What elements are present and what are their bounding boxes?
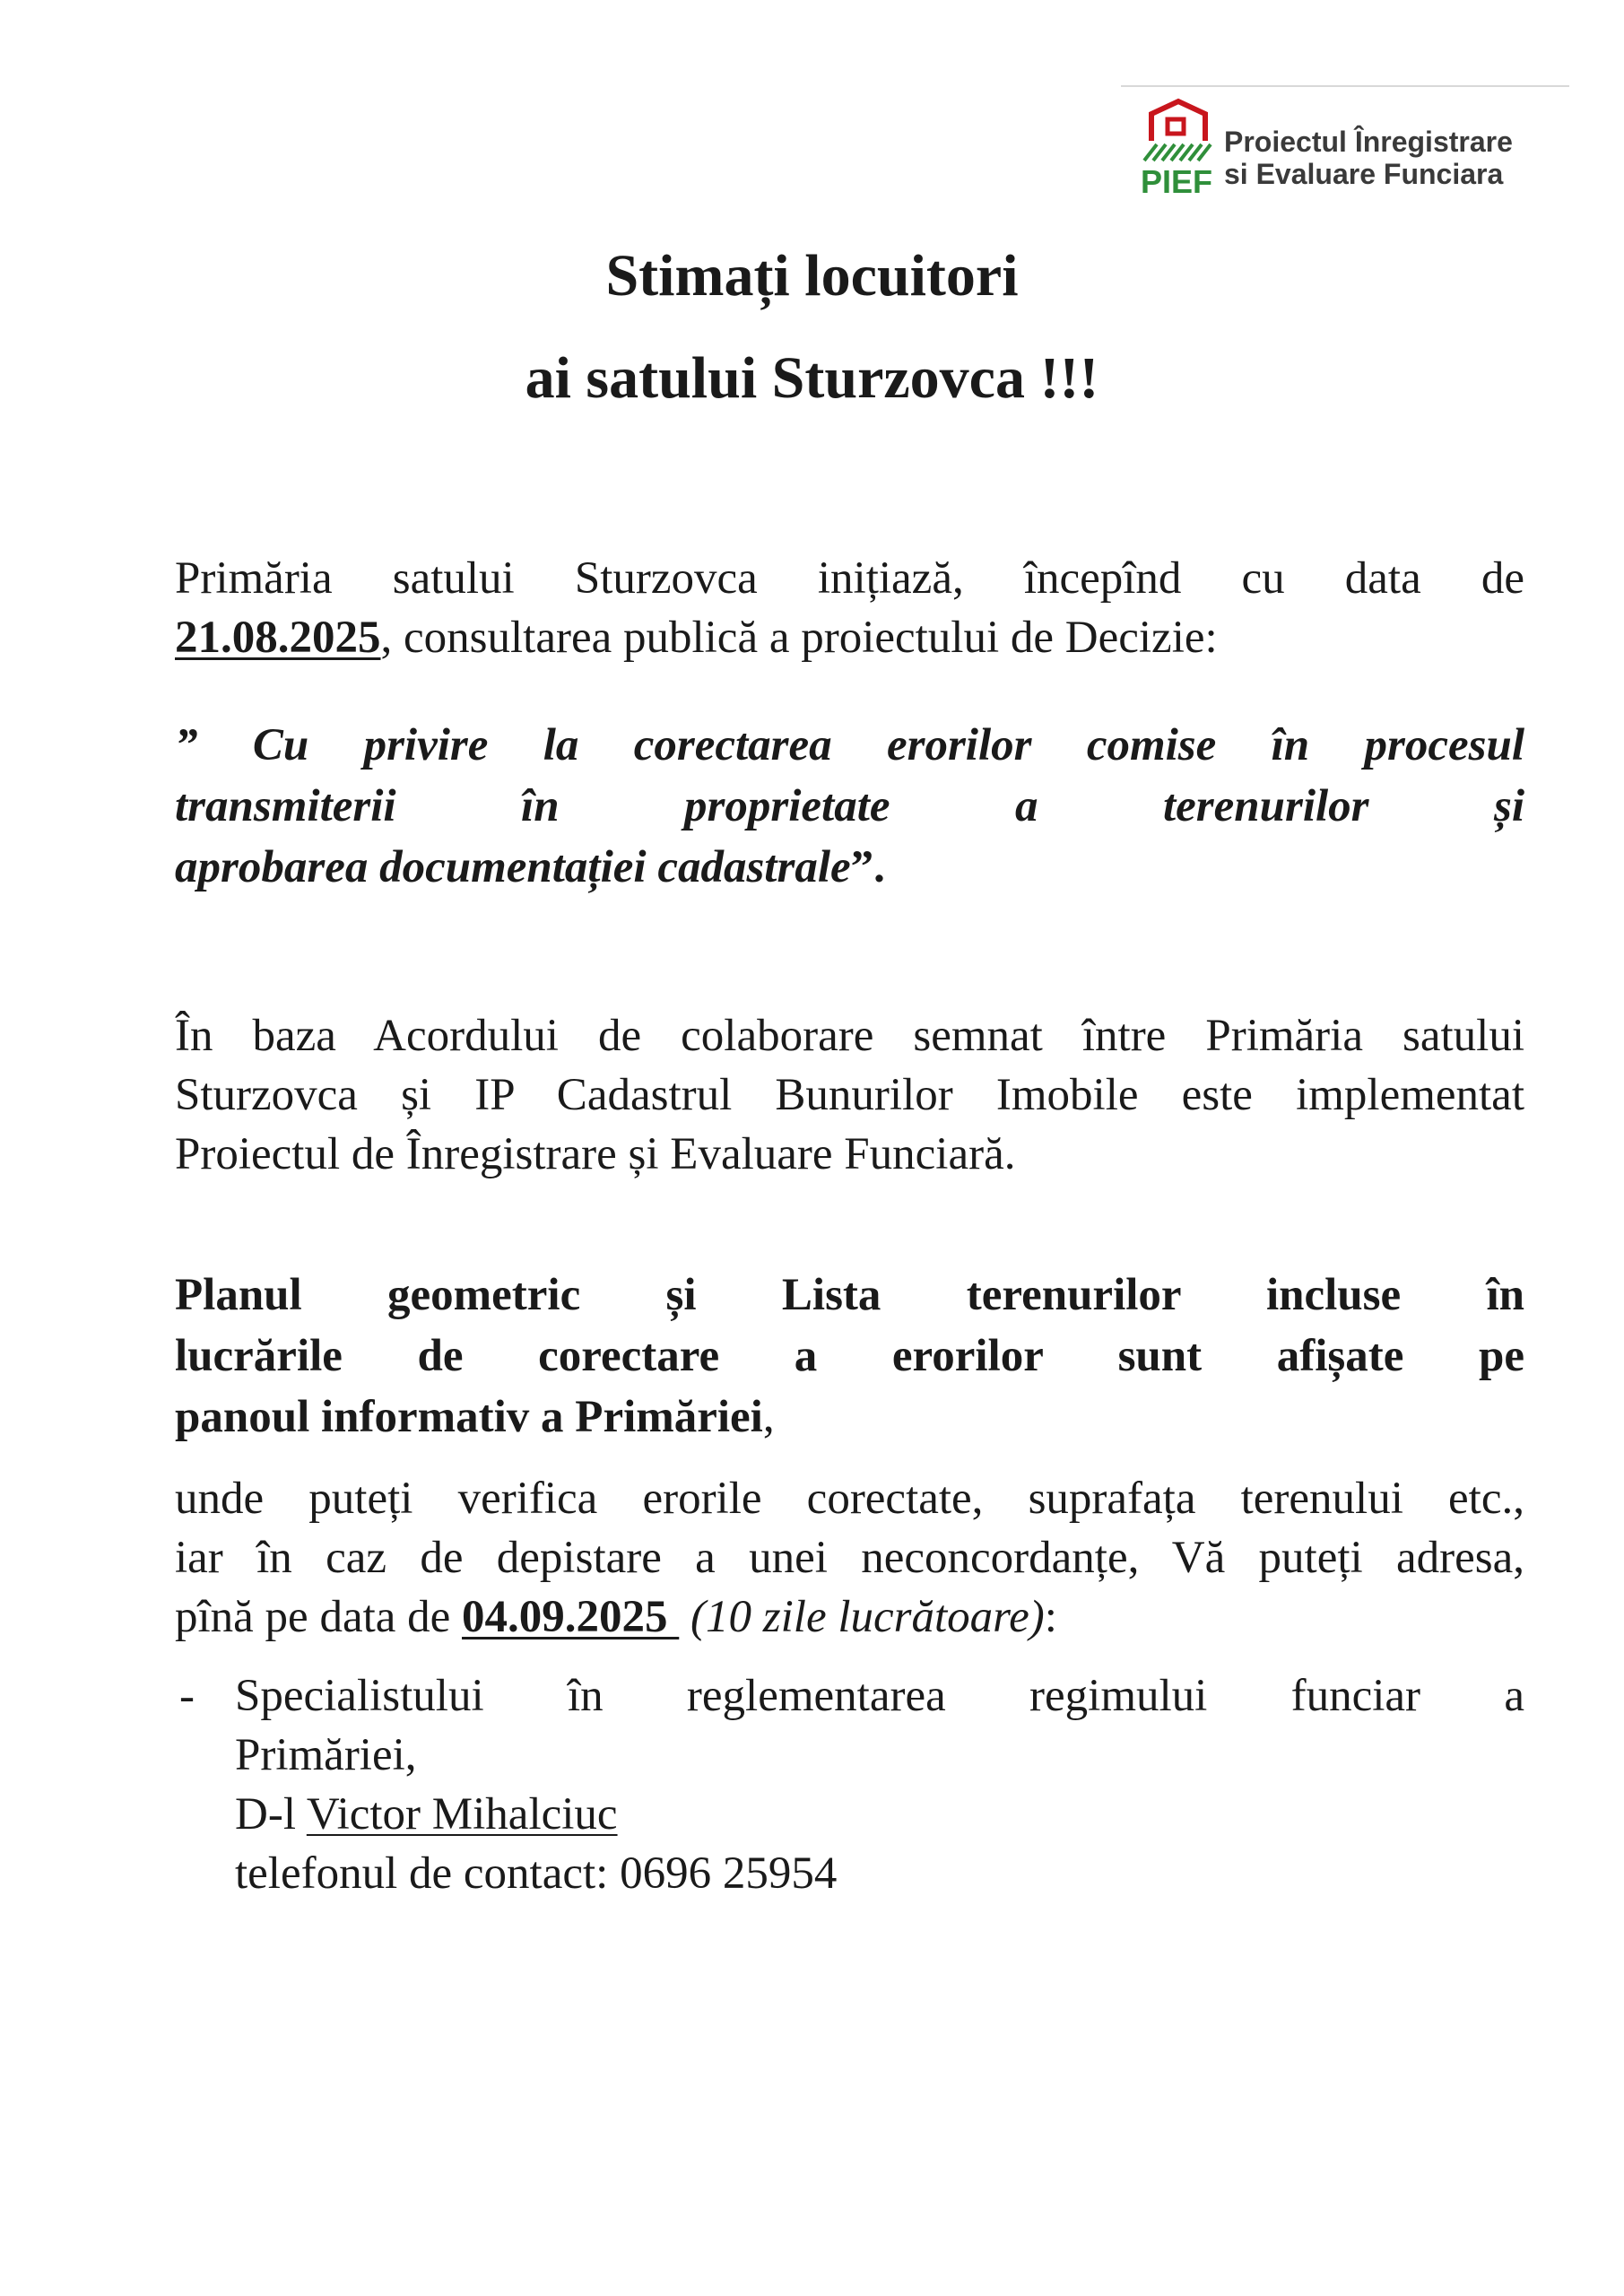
consultation-rest: , consultarea publică a proiectului de Decizie: [380, 613, 1218, 663]
paragraph-agreement [175, 1006, 1524, 1184]
verify-prefix: pînă pe data de [175, 1592, 463, 1642]
logo-line-1: Proiectul Înregistrare [1224, 126, 1513, 158]
decision-open-quote: ” [175, 720, 253, 770]
plan-line-3-text: panoul informativ a Primăriei [175, 1392, 763, 1442]
decision-line-3-text: aprobarea documentației cadastrale [175, 842, 851, 892]
contact-line-2: Primăriei, [235, 1730, 417, 1780]
contact-item [235, 1666, 1524, 1903]
start-date: 21.08.2025 [175, 613, 381, 663]
contact-name: Victor Mihalciuc [306, 1789, 618, 1839]
verify-line-3 [175, 1587, 1524, 1647]
contact-line-1: Specialistului în reglementarea regimului funciar a [235, 1671, 1524, 1721]
consultation-line-2 [175, 608, 1524, 667]
decision-close-quote: ”. [850, 842, 885, 892]
deadline-date: 04.09.2025 [462, 1592, 680, 1642]
plan-line-1: Planul geometric și Lista terenurilor incluse în [175, 1270, 1524, 1320]
plan-comma: , [762, 1392, 775, 1442]
contact-phone-line [235, 1844, 1524, 1903]
contact-phone: 0696 25954 [620, 1848, 838, 1899]
logo-divider [1121, 85, 1569, 87]
logo-text [1224, 126, 1513, 190]
logo [1121, 85, 1569, 202]
verify-suffix: : [1044, 1592, 1057, 1642]
verify-line-2: iar în caz de depistare a unei neconcordanțe, Vă puteți adresa, [175, 1533, 1524, 1583]
contact-phone-label: telefonul de contact: [235, 1848, 621, 1899]
paragraph-plan [175, 1265, 1524, 1448]
contact-list [175, 1666, 1524, 1903]
plan-line-3 [175, 1387, 1524, 1448]
title-line-2: ai satului Sturzovca !!! [525, 345, 1099, 411]
plan-line-2: lucrările de corectare a erorilor sunt afișate pe [175, 1331, 1524, 1381]
verify-line-1: unde puteți verifica erorile corectate, suprafața terenului etc., [175, 1474, 1524, 1524]
list-dash: - [179, 1671, 195, 1721]
decision-title [175, 715, 1524, 898]
contact-name-prefix: D-l [235, 1789, 307, 1839]
consultation-line-1: Primăria satului Sturzovca inițiază, începînd cu data de [175, 553, 1524, 604]
agreement-line-3: Proiectul de Înregistrare și Evaluare Funciară. [175, 1129, 1016, 1179]
paragraph-verify [175, 1469, 1524, 1647]
decision-line-1-text: Cu privire la corectarea erorilor comise în procesul [252, 720, 1524, 770]
title-line-1: Stimați locuitori [605, 243, 1019, 309]
house-field-logo-icon [1132, 96, 1221, 199]
logo-line-2: si Evaluare Funciara [1224, 158, 1504, 190]
paragraph-consultation [175, 549, 1524, 667]
agreement-line-1: În baza Acordului de colaborare semnat între Primăria satului [175, 1011, 1524, 1061]
decision-line-1 [175, 715, 1524, 776]
deadline-note: (10 zile lucrătoare) [679, 1592, 1045, 1642]
decision-line-2: transmiterii în proprietate a terenurilor și [175, 781, 1524, 831]
agreement-line-2: Sturzovca și IP Cadastrul Bunurilor Imobile este implementat [175, 1070, 1524, 1120]
contact-name-line [235, 1785, 1524, 1844]
logo-mark-text: PIEF [1140, 163, 1213, 199]
decision-line-3 [175, 837, 1524, 898]
